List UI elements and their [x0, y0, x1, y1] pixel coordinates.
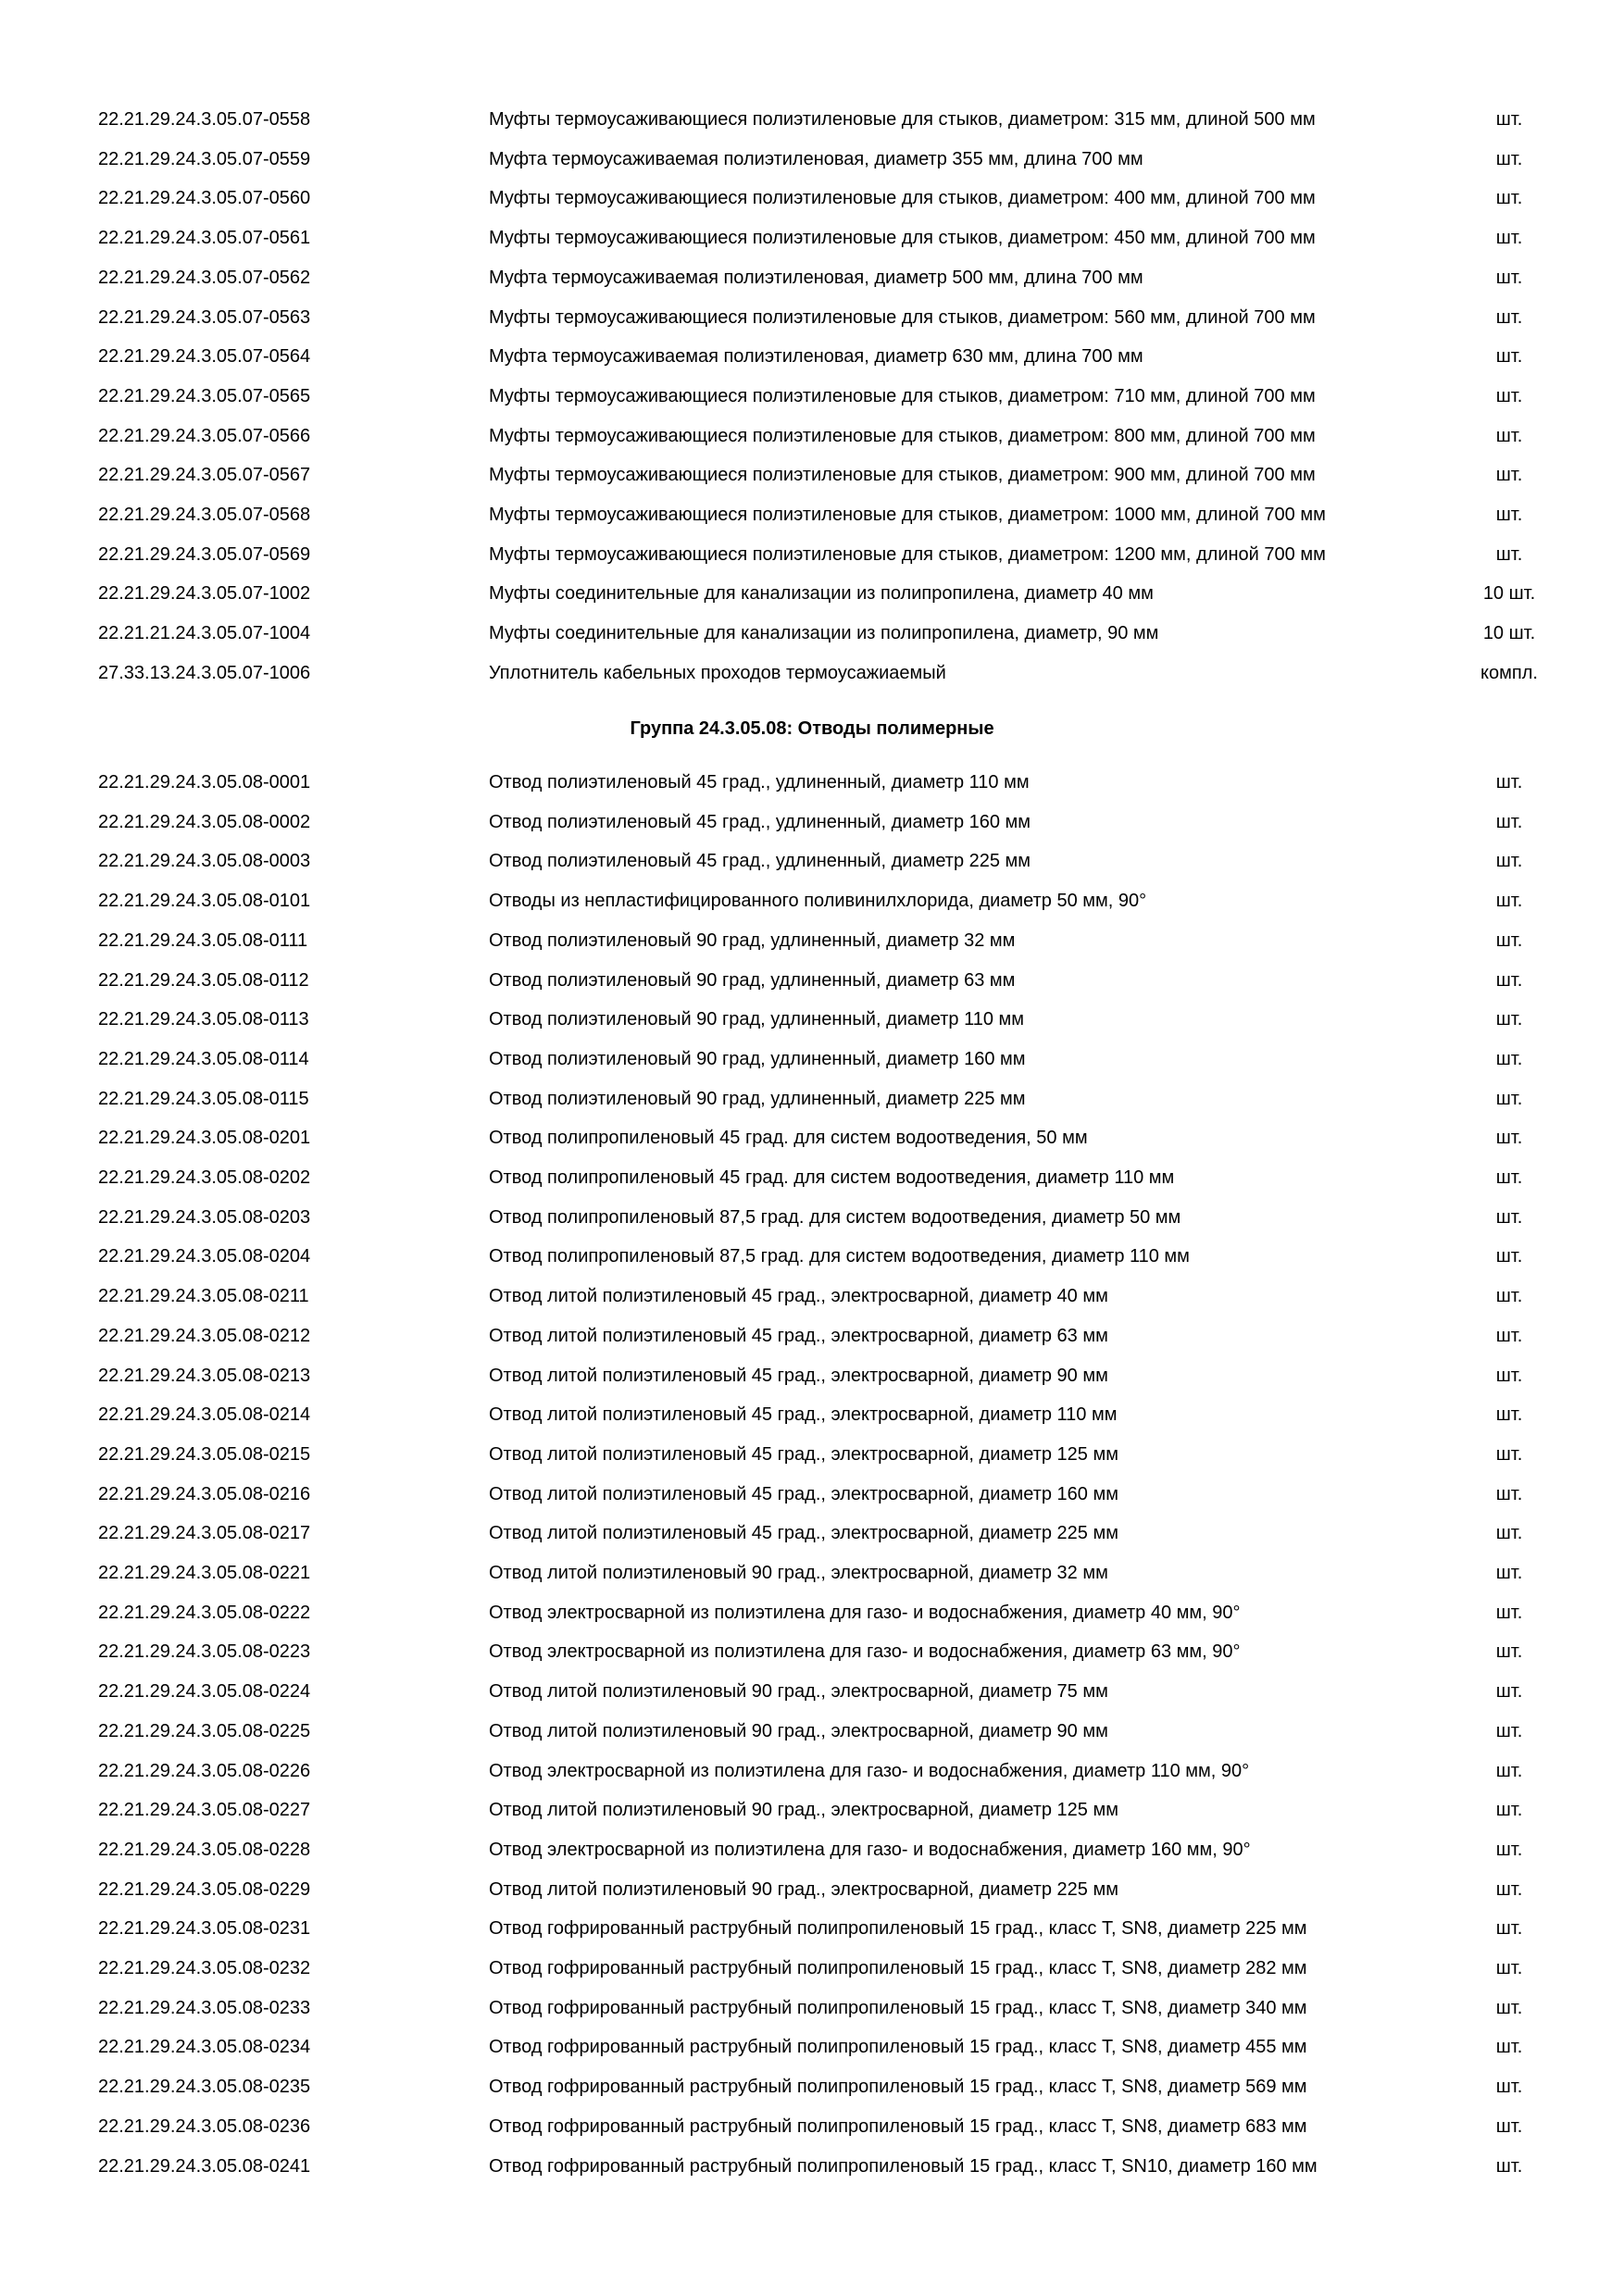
table-row — [0, 804, 1624, 841]
item-unit: шт. — [1495, 148, 1523, 169]
item-code: 22.21.29.24.3.05.08-0229 — [98, 1878, 311, 1900]
table-row — [0, 2108, 1624, 2145]
item-code: 22.21.29.24.3.05.08-0216 — [98, 1483, 311, 1504]
table-row — [0, 1278, 1624, 1315]
item-unit: шт. — [1495, 1206, 1523, 1228]
item-code: 22.21.29.24.3.05.07-1002 — [98, 583, 311, 605]
table-row — [0, 536, 1624, 573]
item-unit: шт. — [1495, 851, 1523, 872]
item-name: Отвод гофрированный раструбный полипропиленовый 15 град., класс Т, SN8, диаметр 340 мм — [489, 1997, 1307, 2018]
item-name: Отвод полиэтиленовый 90 град, удлиненный, диаметр 63 мм — [489, 969, 1016, 991]
item-unit: шт. — [1495, 505, 1523, 525]
item-unit: шт. — [1495, 1681, 1523, 1703]
item-unit: шт. — [1495, 1523, 1523, 1544]
table-row — [0, 1080, 1624, 1117]
item-name: Отвод гофрированный раструбный полипропиленовый 15 град., класс Т, SN8, диаметр 569 мм — [489, 2077, 1307, 2098]
table-row — [0, 1871, 1624, 1908]
table-row — [0, 1910, 1624, 1947]
item-code: 22.21.29.24.3.05.08-0204 — [98, 1246, 311, 1267]
item-code: 22.21.29.24.3.05.08-0113 — [98, 1009, 309, 1030]
table-row — [0, 1554, 1624, 1591]
item-code: 22.21.29.24.3.05.08-0213 — [98, 1365, 311, 1386]
item-code: 22.21.29.24.3.05.08-0003 — [98, 851, 311, 872]
item-unit: шт. — [1495, 1918, 1523, 1940]
item-name: Отвод литой полиэтиленовый 45 град., электросварной, диаметр 90 мм — [489, 1365, 1108, 1386]
item-name: Отвод полиэтиленовый 90 град, удлиненный, диаметр 110 мм — [489, 1009, 1025, 1030]
item-code: 22.21.29.24.3.05.07-0566 — [98, 425, 311, 446]
table-row — [0, 378, 1624, 415]
table-row — [0, 1753, 1624, 1790]
item-name: Отвод гофрированный раструбный полипропиленовый 15 град., класс Т, SN8, диаметр 225 мм — [489, 1918, 1307, 1940]
item-unit: компл. — [1480, 662, 1538, 683]
item-unit: шт. — [1495, 1365, 1523, 1386]
item-code: 22.21.29.24.3.05.07-0562 — [98, 267, 311, 288]
item-name: Отвод литой полиэтиленовый 90 град., электросварной, диаметр 32 мм — [489, 1563, 1108, 1583]
item-code: 22.21.29.24.3.05.08-0222 — [98, 1602, 311, 1623]
item-name: Отвод электросварной из полиэтилена для газо- и водоснабжения, диаметр 160 мм, 90° — [489, 1839, 1251, 1860]
item-unit: шт. — [1495, 1286, 1523, 1307]
item-name: Муфты термоусаживающиеся полиэтиленовые для стыков, диаметром: 800 мм, длиной 700 мм — [489, 425, 1316, 446]
item-code: 22.21.29.24.3.05.08-0202 — [98, 1167, 311, 1188]
table-row — [0, 1199, 1624, 1236]
item-unit: шт. — [1495, 1563, 1523, 1583]
item-name: Отвод электросварной из полиэтилена для газо- и водоснабжения, диаметр 63 мм, 90° — [489, 1641, 1241, 1663]
item-code: 22.21.29.24.3.05.07-0559 — [98, 148, 311, 169]
item-name: Отвод электросварной из полиэтилена для газо- и водоснабжения, диаметр 110 мм, 90° — [489, 1760, 1250, 1781]
table-row — [0, 922, 1624, 959]
group-header: Группа 24.3.05.08: Отводы полимерные — [630, 718, 994, 739]
item-unit: шт. — [1495, 1602, 1523, 1623]
item-code: 22.21.29.24.3.05.08-0203 — [98, 1206, 311, 1228]
item-code: 22.21.29.24.3.05.08-0232 — [98, 1958, 311, 1978]
item-unit: шт. — [1495, 228, 1523, 249]
item-code: 22.21.29.24.3.05.08-0234 — [98, 2037, 311, 2058]
item-unit: шт. — [1495, 2155, 1523, 2177]
table-row — [0, 1515, 1624, 1552]
table-row — [0, 338, 1624, 375]
item-unit: шт. — [1495, 346, 1523, 368]
item-code: 22.21.29.24.3.05.08-0215 — [98, 1443, 311, 1465]
item-name: Отвод полиэтиленовый 45 град., удлиненный, диаметр 160 мм — [489, 811, 1031, 832]
item-code: 22.21.29.24.3.05.08-0217 — [98, 1523, 311, 1544]
table-row — [0, 1436, 1624, 1473]
table-row — [0, 180, 1624, 217]
item-name: Отвод литой полиэтиленовый 45 град., электросварной, диаметр 40 мм — [489, 1286, 1108, 1307]
item-name: Муфта термоусаживаемая полиэтиленовая, диаметр 500 мм, длина 700 мм — [489, 267, 1143, 288]
item-name: Отвод литой полиэтиленовый 45 град., электросварной, диаметр 110 мм — [489, 1404, 1118, 1426]
item-name: Отвод полиэтиленовый 90 град, удлиненный, диаметр 225 мм — [489, 1088, 1026, 1109]
item-code: 22.21.29.24.3.05.07-0558 — [98, 109, 311, 130]
table-row — [0, 575, 1624, 612]
item-code: 22.21.29.24.3.05.07-0565 — [98, 385, 311, 406]
item-name: Муфты соединительные для канализации из полипропилена, диаметр, 90 мм — [489, 623, 1159, 644]
item-unit: шт. — [1495, 385, 1523, 406]
item-unit: шт. — [1495, 543, 1523, 565]
item-name: Отвод литой полиэтиленовый 45 град., электросварной, диаметр 125 мм — [489, 1443, 1118, 1465]
item-name: Муфты термоусаживающиеся полиэтиленовые для стыков, диаметром: 400 мм, длиной 700 мм — [489, 188, 1316, 209]
table-row — [0, 418, 1624, 455]
item-code: 22.21.29.24.3.05.07-0568 — [98, 505, 311, 525]
item-name: Отвод литой полиэтиленовый 45 град., электросварной, диаметр 63 мм — [489, 1325, 1108, 1346]
item-name: Отвод литой полиэтиленовый 45 град., электросварной, диаметр 160 мм — [489, 1483, 1118, 1504]
table-row — [0, 1317, 1624, 1354]
table-row — [0, 764, 1624, 801]
item-code: 22.21.29.24.3.05.08-0231 — [98, 1918, 311, 1940]
item-unit: 10 шт. — [1482, 623, 1536, 644]
item-unit: шт. — [1495, 1404, 1523, 1426]
table-row — [0, 1594, 1624, 1631]
item-name: Муфты соединительные для канализации из полипропилена, диаметр 40 мм — [489, 583, 1154, 605]
item-code: 22.21.29.24.3.05.08-0114 — [98, 1048, 309, 1069]
item-unit: шт. — [1495, 1720, 1523, 1741]
item-code: 22.21.29.24.3.05.08-0002 — [98, 811, 311, 832]
item-name: Отвод полиэтиленовый 90 град, удлиненный, диаметр 32 мм — [489, 930, 1016, 951]
item-code: 22.21.29.24.3.05.08-0236 — [98, 2115, 311, 2137]
table-row — [0, 1950, 1624, 1987]
item-code: 22.21.29.24.3.05.08-0241 — [98, 2155, 311, 2177]
item-code: 22.21.29.24.3.05.07-0560 — [98, 188, 311, 209]
item-unit: шт. — [1495, 1443, 1523, 1465]
item-name: Муфта термоусаживаемая полиэтиленовая, диаметр 630 мм, длина 700 мм — [489, 346, 1143, 368]
table-row — [0, 1476, 1624, 1513]
item-unit: шт. — [1495, 1839, 1523, 1860]
item-unit: шт. — [1495, 1641, 1523, 1663]
item-name: Отвод полипропиленовый 45 град. для систем водоотведения, диаметр 110 мм — [489, 1167, 1175, 1188]
item-name: Отвод литой полиэтиленовый 45 град., электросварной, диаметр 225 мм — [489, 1523, 1118, 1544]
table-row — [0, 1791, 1624, 1828]
table-row — [0, 1990, 1624, 2027]
item-name: Отвод полиэтиленовый 90 град, удлиненный, диаметр 160 мм — [489, 1048, 1026, 1069]
item-name: Муфты термоусаживающиеся полиэтиленовые для стыков, диаметром: 1200 мм, длиной 700 мм — [489, 543, 1326, 565]
item-unit: шт. — [1495, 969, 1523, 991]
item-code: 22.21.29.24.3.05.08-0001 — [98, 772, 311, 792]
item-unit: шт. — [1495, 465, 1523, 486]
table-row — [0, 1673, 1624, 1710]
item-name: Отвод литой полиэтиленовый 90 град., электросварной, диаметр 125 мм — [489, 1800, 1118, 1821]
table-row — [0, 1119, 1624, 1156]
item-code: 27.33.13.24.3.05.07-1006 — [98, 662, 311, 683]
item-name: Отвод гофрированный раструбный полипропиленовый 15 град., класс Т, SN8, диаметр 282 мм — [489, 1958, 1307, 1978]
item-code: 22.21.21.24.3.05.07-1004 — [98, 623, 311, 644]
item-unit: шт. — [1495, 1483, 1523, 1504]
item-unit: шт. — [1495, 811, 1523, 832]
item-name: Отводы из непластифицированного поливинилхлорида, диаметр 50 мм, 90° — [489, 891, 1147, 912]
item-code: 22.21.29.24.3.05.08-0224 — [98, 1681, 311, 1703]
item-code: 22.21.29.24.3.05.08-0228 — [98, 1839, 311, 1860]
item-unit: шт. — [1495, 109, 1523, 130]
table-row — [0, 2028, 1624, 2065]
item-unit: шт. — [1495, 1167, 1523, 1188]
table-row — [0, 1633, 1624, 1670]
item-code: 22.21.29.24.3.05.08-0235 — [98, 2077, 311, 2098]
table-row — [0, 1159, 1624, 1196]
table-row — [0, 1831, 1624, 1868]
item-code: 22.21.29.24.3.05.07-0569 — [98, 543, 311, 565]
item-code: 22.21.29.24.3.05.08-0226 — [98, 1760, 311, 1781]
item-code: 22.21.29.24.3.05.08-0101 — [98, 891, 311, 912]
item-unit: шт. — [1495, 425, 1523, 446]
item-code: 22.21.29.24.3.05.08-0212 — [98, 1325, 311, 1346]
item-code: 22.21.29.24.3.05.07-0561 — [98, 228, 311, 249]
item-name: Муфты термоусаживающиеся полиэтиленовые для стыков, диаметром: 1000 мм, длиной 700 мм — [489, 505, 1326, 525]
item-name: Уплотнитель кабельных проходов термоусажиаемый — [489, 662, 946, 683]
item-code: 22.21.29.24.3.05.08-0227 — [98, 1800, 311, 1821]
item-code: 22.21.29.24.3.05.08-0225 — [98, 1720, 311, 1741]
item-code: 22.21.29.24.3.05.08-0201 — [98, 1128, 311, 1149]
item-code: 22.21.29.24.3.05.08-0111 — [98, 930, 308, 951]
item-name: Муфты термоусаживающиеся полиэтиленовые для стыков, диаметром: 450 мм, длиной 700 мм — [489, 228, 1316, 249]
item-unit: шт. — [1495, 1009, 1523, 1030]
table-row — [0, 2148, 1624, 2185]
table-row — [0, 259, 1624, 296]
item-name: Отвод полиэтиленовый 45 град., удлиненный, диаметр 110 мм — [489, 772, 1030, 792]
item-code: 22.21.29.24.3.05.08-0214 — [98, 1404, 311, 1426]
table-row — [0, 219, 1624, 256]
item-unit: шт. — [1495, 2037, 1523, 2058]
item-unit: шт. — [1495, 1128, 1523, 1149]
item-name: Отвод литой полиэтиленовый 90 град., электросварной, диаметр 225 мм — [489, 1878, 1118, 1900]
item-unit: шт. — [1495, 1760, 1523, 1781]
item-name: Муфта термоусаживаемая полиэтиленовая, диаметр 355 мм, длина 700 мм — [489, 148, 1143, 169]
item-name: Отвод полипропиленовый 87,5 град. для систем водоотведения, диаметр 110 мм — [489, 1246, 1190, 1267]
item-unit: шт. — [1495, 306, 1523, 328]
item-name: Отвод гофрированный раструбный полипропиленовый 15 град., класс Т, SN10, диаметр 160 мм — [489, 2155, 1318, 2177]
item-code: 22.21.29.24.3.05.07-0567 — [98, 465, 311, 486]
table-row — [0, 101, 1624, 138]
table-row — [0, 842, 1624, 880]
item-code: 22.21.29.24.3.05.08-0112 — [98, 969, 309, 991]
item-name: Муфты термоусаживающиеся полиэтиленовые для стыков, диаметром: 900 мм, длиной 700 мм — [489, 465, 1316, 486]
table-row — [0, 1238, 1624, 1275]
table-row — [0, 1001, 1624, 1038]
item-unit: шт. — [1495, 1958, 1523, 1978]
table-row — [0, 1713, 1624, 1750]
item-unit: шт. — [1495, 1088, 1523, 1109]
item-unit: шт. — [1495, 188, 1523, 209]
item-name: Муфты термоусаживающиеся полиэтиленовые для стыков, диаметром: 315 мм, длиной 500 мм — [489, 109, 1316, 130]
item-unit: шт. — [1495, 2115, 1523, 2137]
item-unit: шт. — [1495, 2077, 1523, 2098]
item-code: 22.21.29.24.3.05.08-0221 — [98, 1563, 311, 1583]
item-name: Отвод полипропиленовый 45 град. для систем водоотведения, 50 мм — [489, 1128, 1088, 1149]
item-name: Отвод гофрированный раструбный полипропиленовый 15 град., класс Т, SN8, диаметр 455 мм — [489, 2037, 1307, 2058]
item-code: 22.21.29.24.3.05.08-0211 — [98, 1286, 309, 1307]
item-unit: шт. — [1495, 930, 1523, 951]
table-row — [0, 655, 1624, 692]
item-unit: шт. — [1495, 1878, 1523, 1900]
item-unit: шт. — [1495, 772, 1523, 792]
item-name: Муфты термоусаживающиеся полиэтиленовые для стыков, диаметром: 710 мм, длиной 700 мм — [489, 385, 1316, 406]
item-name: Отвод полиэтиленовый 45 град., удлиненный, диаметр 225 мм — [489, 851, 1031, 872]
item-code: 22.21.29.24.3.05.08-0233 — [98, 1997, 311, 2018]
item-code: 22.21.29.24.3.05.07-0563 — [98, 306, 311, 328]
item-unit: шт. — [1495, 1997, 1523, 2018]
table-row — [0, 882, 1624, 919]
item-name: Отвод литой полиэтиленовый 90 град., электросварной, диаметр 75 мм — [489, 1681, 1108, 1703]
item-name: Отвод полипропиленовый 87,5 град. для систем водоотведения, диаметр 50 мм — [489, 1206, 1181, 1228]
item-unit: шт. — [1495, 891, 1523, 912]
item-name: Отвод электросварной из полиэтилена для газо- и водоснабжения, диаметр 40 мм, 90° — [489, 1602, 1241, 1623]
item-unit: шт. — [1495, 267, 1523, 288]
item-unit: шт. — [1495, 1325, 1523, 1346]
table-row — [0, 2068, 1624, 2105]
item-name: Муфты термоусаживающиеся полиэтиленовые для стыков, диаметром: 560 мм, длиной 700 мм — [489, 306, 1316, 328]
table-row — [0, 1396, 1624, 1433]
table-row — [0, 141, 1624, 178]
item-code: 22.21.29.24.3.05.07-0564 — [98, 346, 311, 368]
item-unit: шт. — [1495, 1800, 1523, 1821]
item-unit: шт. — [1495, 1048, 1523, 1069]
item-unit: 10 шт. — [1482, 583, 1536, 605]
item-unit: шт. — [1495, 1246, 1523, 1267]
item-code: 22.21.29.24.3.05.08-0115 — [98, 1088, 309, 1109]
item-code: 22.21.29.24.3.05.08-0223 — [98, 1641, 311, 1663]
table-row — [0, 1357, 1624, 1394]
table-row — [0, 299, 1624, 336]
table-row — [0, 1041, 1624, 1078]
table-row — [0, 615, 1624, 652]
table-row — [0, 456, 1624, 493]
item-name: Отвод гофрированный раструбный полипропиленовый 15 град., класс Т, SN8, диаметр 683 мм — [489, 2115, 1307, 2137]
table-row — [0, 962, 1624, 999]
table-row — [0, 496, 1624, 533]
item-name: Отвод литой полиэтиленовый 90 град., электросварной, диаметр 90 мм — [489, 1720, 1108, 1741]
